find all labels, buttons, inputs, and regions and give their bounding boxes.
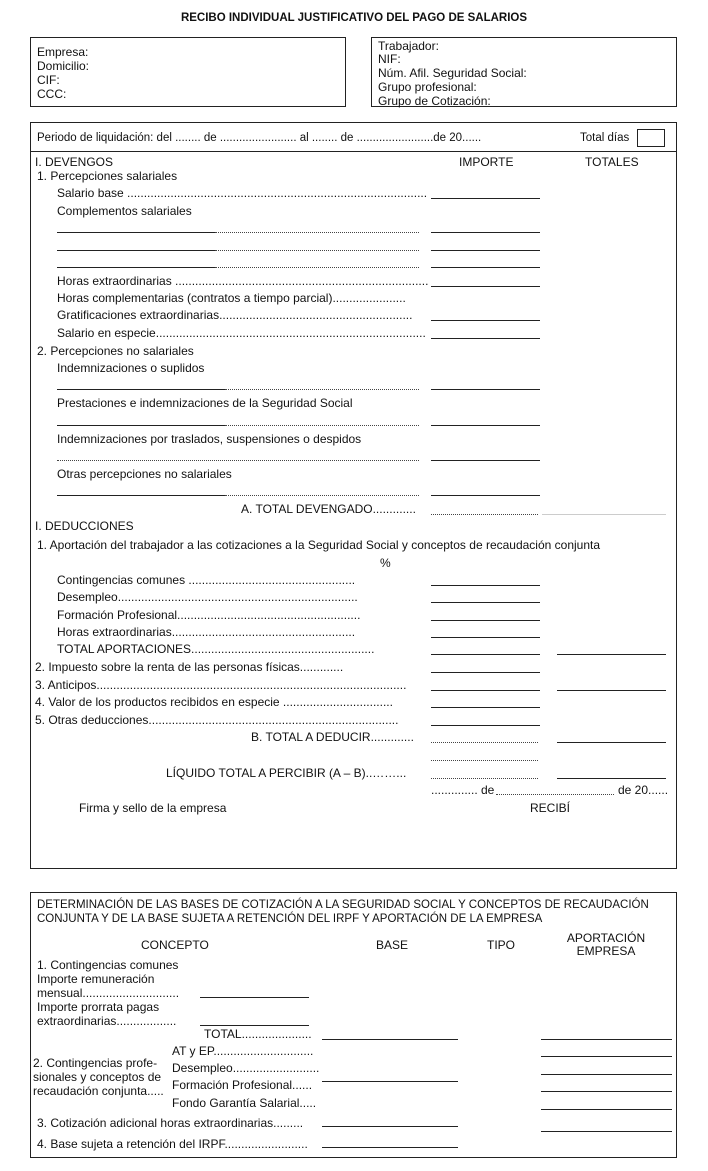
contingencias-profesionales-label-2: sionales y conceptos de bbox=[33, 1070, 162, 1084]
percepciones-salariales-title: 1. Percepciones salariales bbox=[37, 169, 178, 183]
contingencias-profesionales-base-line[interactable] bbox=[322, 1081, 458, 1082]
worker-trabajador-label: Trabajador: bbox=[378, 39, 439, 53]
total-aportaciones-total-line[interactable] bbox=[557, 654, 666, 655]
concepto-column-header: CONCEPTO bbox=[141, 938, 209, 952]
tipo-column-header: TIPO bbox=[487, 938, 516, 952]
date-day-label: .............. de bbox=[431, 783, 495, 797]
horas-extra-deduccion-importe-line[interactable] bbox=[431, 637, 540, 638]
recibi-label: RECIBÍ bbox=[530, 801, 571, 815]
importe-prorrata-label-1: Importe prorrata pagas bbox=[37, 1000, 160, 1014]
contingencias-comunes-importe-line[interactable] bbox=[431, 585, 540, 586]
bases-total-aportacion-line[interactable] bbox=[541, 1039, 672, 1040]
complemento-3-importe-line[interactable] bbox=[431, 267, 540, 268]
company-empresa-label: Empresa: bbox=[37, 45, 89, 59]
gratificaciones-label: Gratificaciones extraordinarias.......................................................... bbox=[57, 308, 413, 322]
bases-header-line2: CONJUNTA Y DE LA BASE SUJETA A RETENCIÓN DEL IRPF Y APORTACIÓN DE LA EMPRESA bbox=[37, 913, 543, 925]
horas-complementarias-label: Horas complementarias (contratos a tiempo parcial)...................... bbox=[57, 291, 406, 305]
horas-extra-label: Horas extraordinarias ............................................................................ bbox=[57, 274, 429, 288]
complemento-2-concept-line[interactable] bbox=[57, 250, 215, 251]
cotizacion-horas-extra-label: 3. Cotización adicional horas extraordinarias......... bbox=[37, 1116, 304, 1130]
total-days-label: Total días bbox=[580, 132, 630, 144]
importe-prorrata-label-2: extraordinarias.................. bbox=[37, 1014, 177, 1028]
total-deducir-label: B. TOTAL A DEDUCIR............. bbox=[251, 730, 414, 744]
complemento-2-importe-line[interactable] bbox=[431, 250, 540, 251]
complemento-3-dots bbox=[215, 267, 419, 268]
complemento-1-concept-line[interactable] bbox=[57, 232, 215, 233]
total-devengado-importe-line[interactable] bbox=[431, 514, 538, 515]
otras-deducciones-importe-line[interactable] bbox=[431, 725, 540, 726]
contingencias-comunes-title: 1. Contingencias comunes bbox=[37, 958, 179, 972]
total-days-field[interactable] bbox=[637, 129, 665, 147]
productos-especie-importe-line[interactable] bbox=[431, 707, 540, 708]
complemento-1-importe-line[interactable] bbox=[431, 232, 540, 233]
base-irpf-line[interactable] bbox=[322, 1147, 458, 1148]
indem-traslados-importe-line[interactable] bbox=[431, 460, 540, 461]
at-ep-aportacion-line[interactable] bbox=[541, 1056, 672, 1057]
prestaciones-dots bbox=[225, 425, 419, 426]
importe-remuneracion-label-1: Importe remuneración bbox=[37, 972, 155, 986]
salario-base-label: Salario base .......................................................................................... bbox=[57, 186, 428, 200]
prestaciones-label: Prestaciones e indemnizaciones de la Seguridad Social bbox=[57, 396, 353, 410]
salario-base-importe-line[interactable] bbox=[431, 198, 540, 199]
formacion-aportacion-line[interactable] bbox=[541, 1091, 672, 1092]
indemnizaciones-label: Indemnizaciones o suplidos bbox=[57, 361, 205, 375]
prestaciones-importe-line[interactable] bbox=[431, 425, 540, 426]
otras-percepciones-label: Otras percepciones no salariales bbox=[57, 467, 232, 481]
importe-column-header: IMPORTE bbox=[459, 155, 514, 169]
irpf-label: 2. Impuesto sobre la renta de las personas físicas............. bbox=[35, 660, 344, 674]
complemento-3-concept-line[interactable] bbox=[57, 267, 215, 268]
indemnizaciones-concept-line[interactable] bbox=[57, 389, 225, 390]
firma-empresa-label: Firma y sello de la empresa bbox=[79, 801, 227, 815]
formacion-importe-line[interactable] bbox=[431, 620, 540, 621]
indemnizaciones-importe-line[interactable] bbox=[431, 389, 540, 390]
bases-total-label: TOTAL..................... bbox=[204, 1027, 312, 1041]
document-title: RECIBO INDIVIDUAL JUSTIFICATIVO DEL PAGO DE SALARIOS bbox=[180, 12, 528, 24]
otras-percepciones-dots bbox=[225, 495, 419, 496]
importe-remuneracion-line[interactable] bbox=[200, 997, 309, 998]
base-irpf-label: 4. Base sujeta a retención del IRPF......................... bbox=[37, 1137, 308, 1151]
liquido-importe-line[interactable] bbox=[431, 778, 538, 779]
at-ep-label: AT y EP.............................. bbox=[172, 1044, 314, 1058]
indem-traslados-label: Indemnizaciones por traslados, suspensiones o despidos bbox=[57, 432, 362, 446]
indemnizaciones-dots bbox=[225, 389, 419, 390]
complemento-2-dots bbox=[215, 250, 419, 251]
liquido-total-label: LÍQUIDO TOTAL A PERCIBIR (A – B)..……... bbox=[166, 766, 407, 780]
extra-dotted-line bbox=[431, 760, 538, 761]
desempleo-aportacion-line[interactable] bbox=[541, 1074, 672, 1075]
worker-nif-label: NIF: bbox=[378, 52, 401, 66]
irpf-importe-line[interactable] bbox=[431, 672, 540, 673]
base-column-header: BASE bbox=[376, 938, 409, 952]
aportacion-column-header-1: APORTACIÓN bbox=[566, 931, 646, 945]
horas-extra-importe-line[interactable] bbox=[431, 286, 540, 287]
date-year-label: de 20...... bbox=[618, 783, 669, 797]
desempleo-label: Desempleo........................................................................ bbox=[57, 590, 358, 604]
salario-especie-importe-line[interactable] bbox=[431, 338, 540, 339]
otras-percepciones-concept-line[interactable] bbox=[57, 495, 225, 496]
aportacion-column-header-2: EMPRESA bbox=[576, 944, 636, 958]
otras-percepciones-importe-line[interactable] bbox=[431, 495, 540, 496]
fogasa-aportacion-line[interactable] bbox=[541, 1109, 672, 1110]
anticipos-total-line[interactable] bbox=[557, 690, 666, 691]
cotizacion-horas-extra-aportacion-line[interactable] bbox=[541, 1131, 672, 1132]
cotizacion-horas-extra-base-line[interactable] bbox=[322, 1126, 458, 1127]
desempleo-importe-line[interactable] bbox=[431, 602, 540, 603]
percent-column-header: % bbox=[380, 556, 391, 570]
deducciones-header: I. DEDUCCIONES bbox=[35, 519, 134, 533]
fogasa-label: Fondo Garantía Salarial..... bbox=[172, 1096, 317, 1110]
bases-desempleo-label: Desempleo.......................... bbox=[172, 1061, 320, 1075]
company-domicilio-label: Domicilio: bbox=[37, 59, 90, 73]
liquido-total-line[interactable] bbox=[557, 778, 666, 779]
indem-traslados-dots bbox=[57, 460, 419, 461]
formacion-label: Formación Profesional....................................................... bbox=[57, 608, 361, 622]
total-devengado-total-line[interactable] bbox=[542, 514, 666, 515]
company-cif-label: CIF: bbox=[37, 73, 60, 87]
aportacion-trabajador-title: 1. Aportación del trabajador a las cotizaciones a la Seguridad Social y conceptos de recaudación conjunta bbox=[37, 538, 601, 552]
contingencias-comunes-label: Contingencias comunes .................................................. bbox=[57, 573, 356, 587]
prestaciones-concept-line[interactable] bbox=[57, 425, 225, 426]
complementos-label: Complementos salariales bbox=[57, 204, 192, 218]
contingencias-profesionales-label-3: recaudación conjunta..... bbox=[33, 1084, 164, 1098]
total-deducir-total-line[interactable] bbox=[557, 742, 666, 743]
total-aportaciones-label: TOTAL APORTACIONES....................................................... bbox=[57, 642, 375, 656]
gratificaciones-importe-line[interactable] bbox=[431, 320, 540, 321]
otras-deducciones-label: 5. Otras deducciones........................................................................... bbox=[35, 713, 399, 727]
worker-grupo-cotizacion-label: Grupo de Cotización: bbox=[378, 94, 491, 108]
date-month-field[interactable] bbox=[496, 794, 614, 795]
worker-afiliacion-label: Núm. Afil. Seguridad Social: bbox=[378, 66, 527, 80]
totales-column-header: TOTALES bbox=[585, 155, 639, 169]
contingencias-profesionales-label-1: 2. Contingencias profe- bbox=[33, 1056, 158, 1070]
total-devengado-label: A. TOTAL DEVENGADO............. bbox=[241, 502, 416, 516]
anticipos-importe-line[interactable] bbox=[431, 690, 540, 691]
anticipos-label: 3. Anticipos............................................................................................. bbox=[35, 678, 407, 692]
total-deducir-importe-line[interactable] bbox=[431, 742, 538, 743]
complemento-1-dots bbox=[215, 232, 419, 233]
worker-grupo-profesional-label: Grupo profesional: bbox=[378, 80, 477, 94]
bases-total-base-line[interactable] bbox=[322, 1039, 458, 1040]
salario-especie-label: Salario en especie................................................................................. bbox=[57, 326, 426, 340]
horas-extra-deduccion-label: Horas extraordinarias....................................................... bbox=[57, 625, 356, 639]
percepciones-no-salariales-title: 2. Percepciones no salariales bbox=[37, 344, 194, 358]
importe-remuneracion-label-2: mensual............................. bbox=[37, 986, 180, 1000]
bases-formacion-label: Formación Profesional...... bbox=[172, 1078, 313, 1092]
company-ccc-label: CCC: bbox=[37, 87, 67, 101]
total-aportaciones-importe-line[interactable] bbox=[431, 654, 540, 655]
period-divider bbox=[31, 151, 676, 152]
devengos-header: I. DEVENGOS bbox=[35, 155, 114, 169]
bases-header-line1: DETERMINACIÓN DE LAS BASES DE COTIZACIÓN A LA SEGURIDAD SOCIAL Y CONCEPTOS DE RECAUDACIÓN bbox=[37, 899, 649, 911]
productos-especie-label: 4. Valor de los productos recibidos en especie ................................. bbox=[35, 695, 393, 709]
period-text: Periodo de liquidación: del ........ de ........................ al ........ de ........................de 20...... bbox=[37, 132, 482, 144]
importe-prorrata-line[interactable] bbox=[200, 1025, 309, 1026]
